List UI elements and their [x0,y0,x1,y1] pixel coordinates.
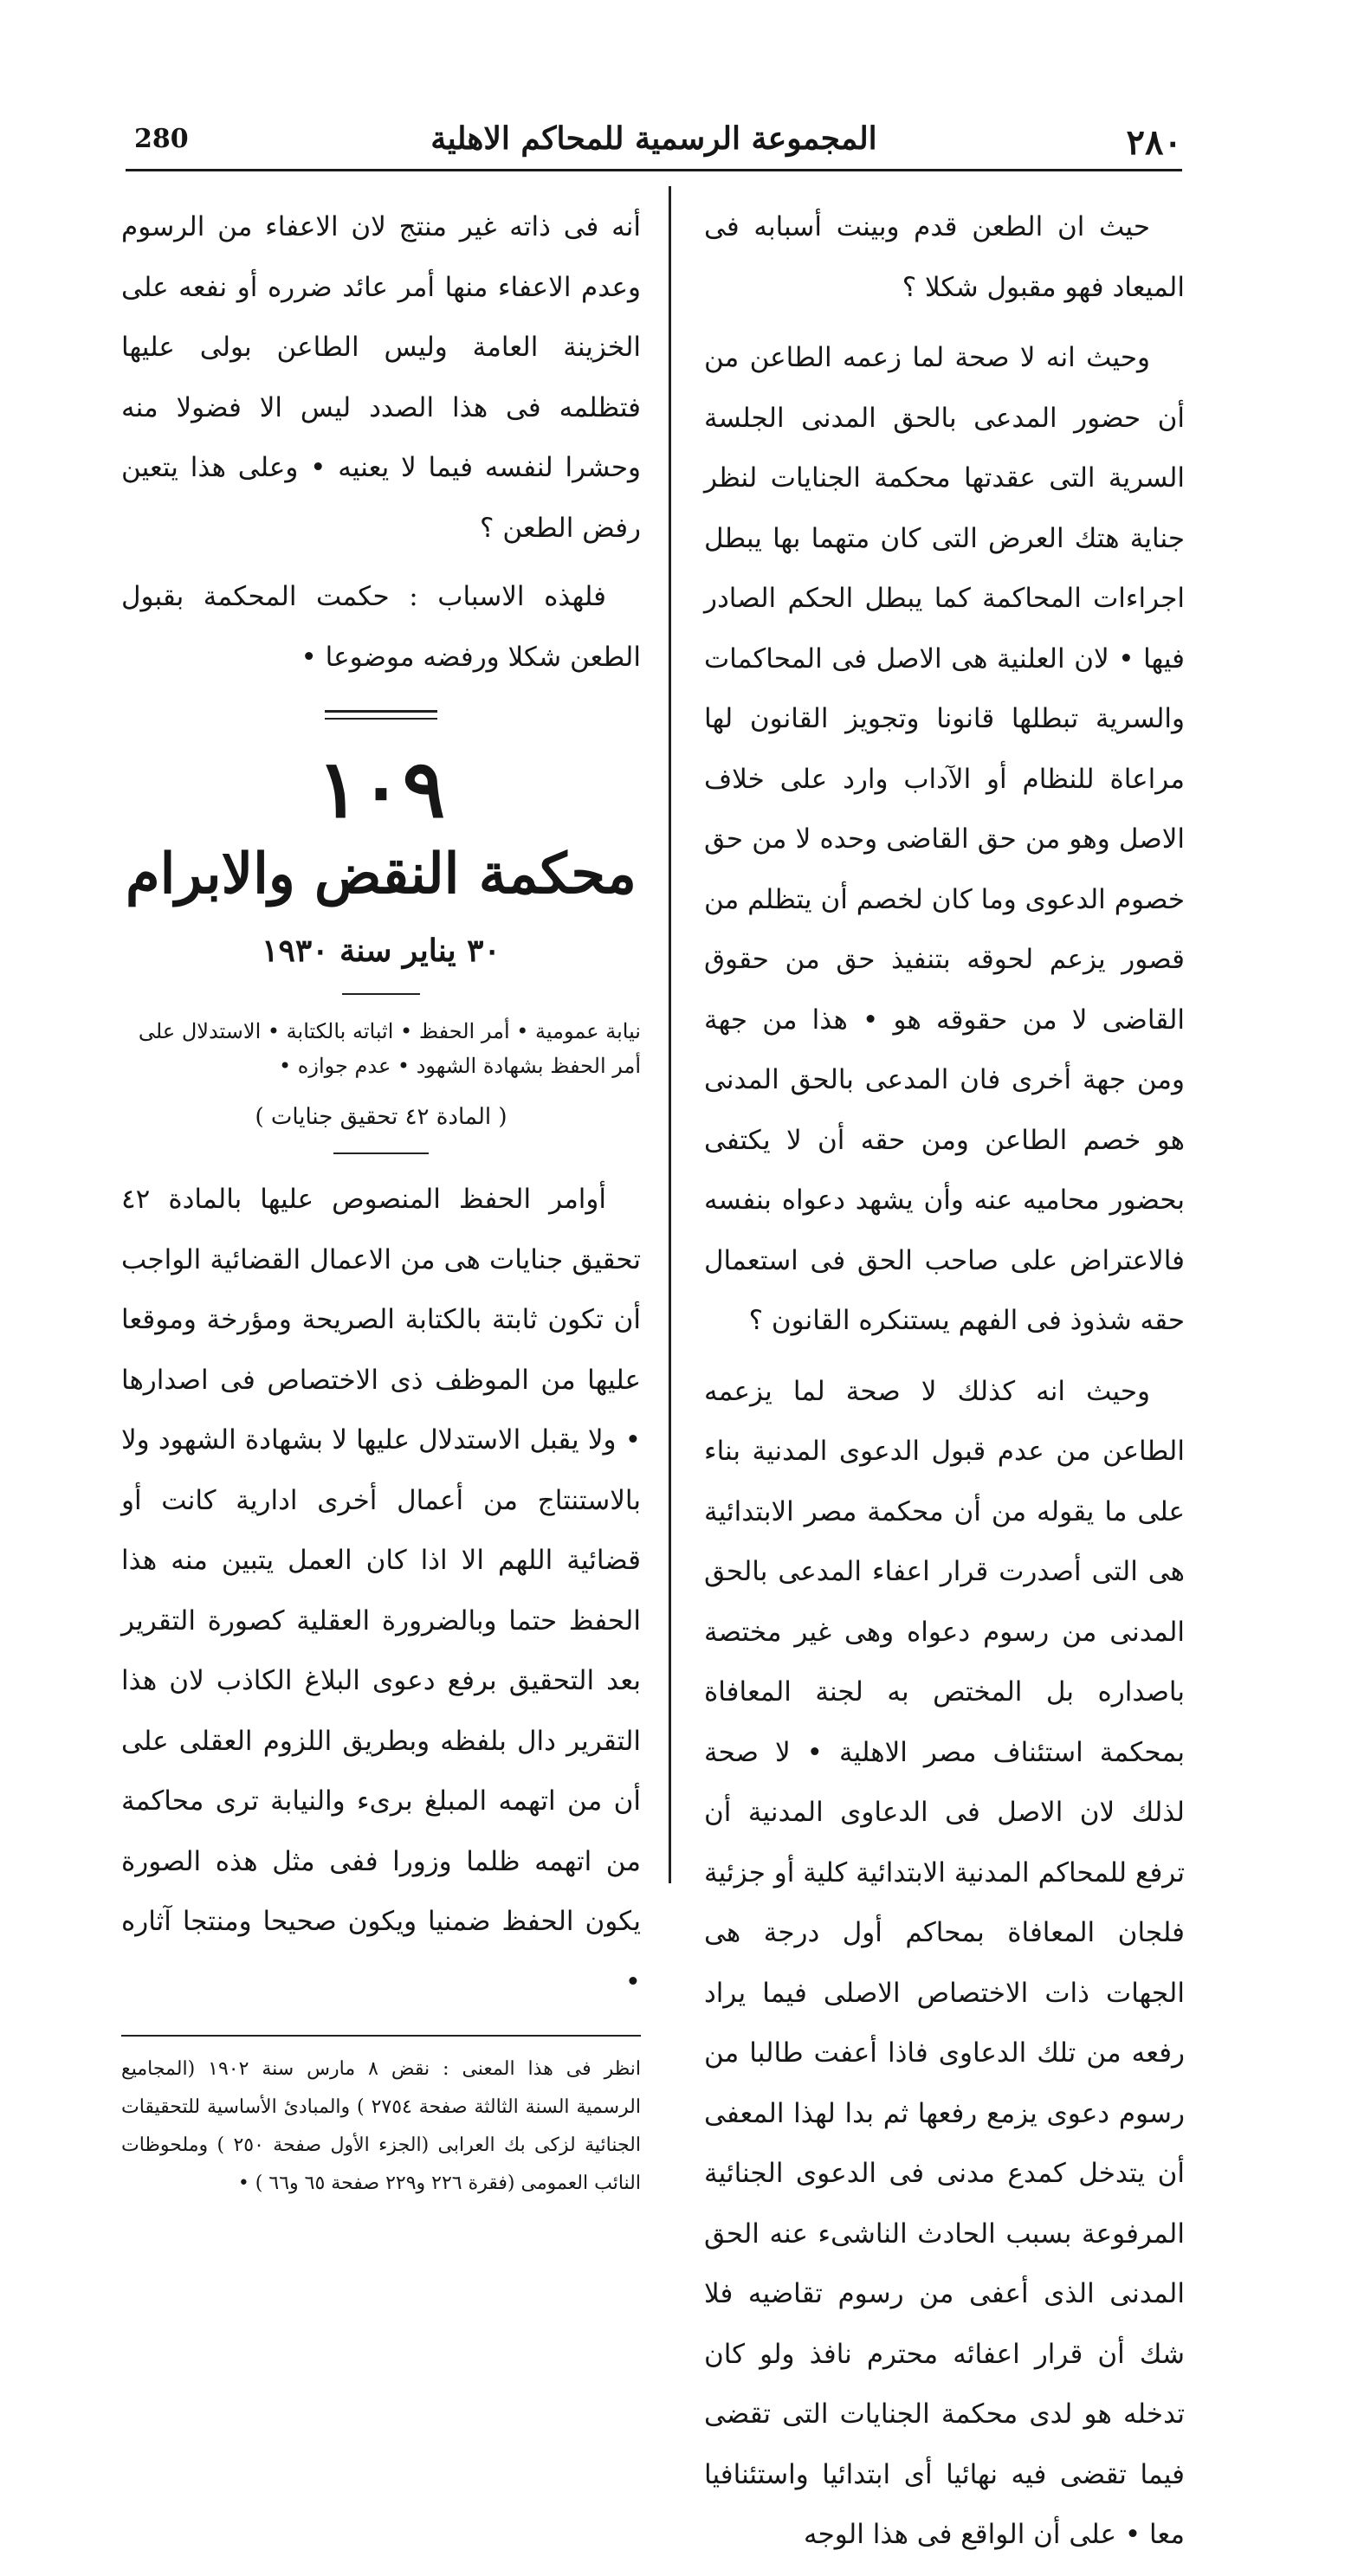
left-paragraph: فلهذه الاسباب : حكمت المحكمة بقبول الطعن شكلا ورفضه موضوعا • [121,581,641,673]
page-header [126,117,1182,171]
footnote: انظر فى هذا المعنى : نقض ٨ مارس سنة ١٩٠٢ (المجاميع الرسمية السنة الثالثة صفحة ٢٧٥٤ ) والمبادئ الأساسية للتحقيقات الجنائية لزكى بك العرابى (الجزء الأول صفحة ٢٥٠ ) وملحوظات النائب العمومى (فقرة ٢٢٦ و٢٢٩ صفحة ٦٥ و٦٦ ) • [121,2058,641,2194]
left-top-text [121,197,641,688]
rule [342,993,420,995]
column-divider [669,186,671,1883]
case-number: ١٠٩ [316,742,446,836]
section-separator [325,710,437,720]
case-holding: أوامر الحفظ المنصوص عليها بالمادة ٤٢ تحقيق جنايات هى من الاعمال القضائية الواجب أن تكون ثابتة بالكتابة الصريحة ومؤرخة وموقعا عليها من الموظف ذى الاختصاص فى اصدارها • ولا يقبل الاستدلال عليها لا بشهادة الشهود ولا بالاستنتاج من أعمال أخرى ادارية كانت أو قضائية اللهم الا اذا كان العمل يتبين منه هذا الحفظ حتما وبالضرورة العقلية كصورة التقرير بعد التحقيق برفع دعوى البلاغ الكاذب لان هذا التقرير دال بلفظه وبطريق اللزوم العقلى على أن من اتهمه المبلغ برىء والنيابة ترى محاكمة من اتهمه ظلما وزورا ففى مثل هذه الصورة يكون الحفظ ضمنيا ويكون صحيحا ومنتجا آثاره • [121,1184,641,1998]
left-paragraph: أنه فى ذاته غير منتج لان الاعفاء من الرسوم وعدم الاعفاء منها أمر عائد ضرره أو نفعه على الخزينة العامة وليس الطاعن بولى عليها فتظلمه فى هذا الصدد ليس الا فضولا منه وحشرا لنفسه فيما لا يعنيه • وعلى هذا يتعين رفض الطعن ؟ [121,211,641,544]
right-column [704,197,1185,2576]
right-paragraph: حيث ان الطعن قدم وبينت أسبابه فى الميعاد فهو مقبول شكلا ؟ [704,211,1185,303]
case-keywords: نيابة عمومية • أمر الحفظ • اثباته بالكتابة • الاستدلال على أمر الحفظ بشهادة الشهود • عدم جوازه • [138,1019,641,1078]
running-title: المجموعة الرسمية للمحاكم الاهلية [430,120,877,157]
judgment-date: ٣٠ يناير سنة ١٩٣٠ [262,933,501,969]
left-column [121,197,641,2213]
page-number-arabic: ٢٨٠ [1126,122,1182,163]
court-name: محكمة النقض والابرام [126,842,637,907]
article-reference: ( المادة ٤٢ تحقيق جنايات ) [255,1104,507,1130]
right-paragraph: وحيث انه لا صحة لما زعمه الطاعن من أن حضور المدعى بالحق المدنى الجلسة السرية التى عقدتها محكمة الجنايات لنظر جناية هتك العرض التى كان متهما بها يبطل اجراءات المحاكمة كما يبطل الحكم الصادر فيها • لان العلنية هى الاصل فى المحاكمات والسرية تبطلها قانونا وتجويز القانون لها مراعاة للنظام أو الآداب وارد على خلاف الاصل وهو من حق القاضى وحده لا من حق خصوم الدعوى وما كان لخصم أن يتظلم من قصور يزعم لحوقه بتنفيذ حق من حقوق القاضى لا من حقوقه هو • هذا من جهة ومن جهة أخرى فان المدعى بالحق المدنى هو خصم الطاعن ومن حقه أن لا يكتفى بحضور محاميه عنه وأن يشهد دعواه بنفسه فالاعتراض على صاحب الحق فى استعمال حقه شذوذ فى الفهم يستنكره القانون ؟ [704,342,1185,1336]
rule [333,1152,429,1154]
right-paragraph: وحيث انه كذلك لا صحة لما يزعمه الطاعن من عدم قبول الدعوى المدنية بناء على ما يقوله من أن محكمة مصر الابتدائية هى التى أصدرت قرار اعفاء المدعى بالحق المدنى من رسوم دعواه وهى غير مختصة باصداره بل المختص به لجنة المعافاة بمحكمة استئناف مصر الاهلية • لا صحة لذلك لان الاصل فى الدعاوى المدنية أن ترفع للمحاكم المدنية الابتدائية كلية أو جزئية فلجان المعافاة بمحاكم أول درجة هى الجهات ذات الاختصاص الاصلى فيما يراد رفعه من تلك الدعاوى فاذا أعفت طالبا من رسوم دعوى يزمع رفعها ثم بدا لهذا المعفى أن يتدخل كمدع مدنى فى الدعوى الجنائية المرفوعة بسبب الحادث الناشىء عنه الحق المدنى الذى أعفى من رسوم تقاضيه فلا شك أن قرار اعفائه محترم نافذ ولو كان تدخله هو لدى محكمة الجنايات التى تقضى فيما تقضى فيه نهائيا أى ابتدائيا واستئنافيا معا • على أن الواقع فى هذا الوجه [704,1375,1185,2550]
page-number-latin: 280 [134,124,189,154]
footnote-rule [121,2035,641,2037]
